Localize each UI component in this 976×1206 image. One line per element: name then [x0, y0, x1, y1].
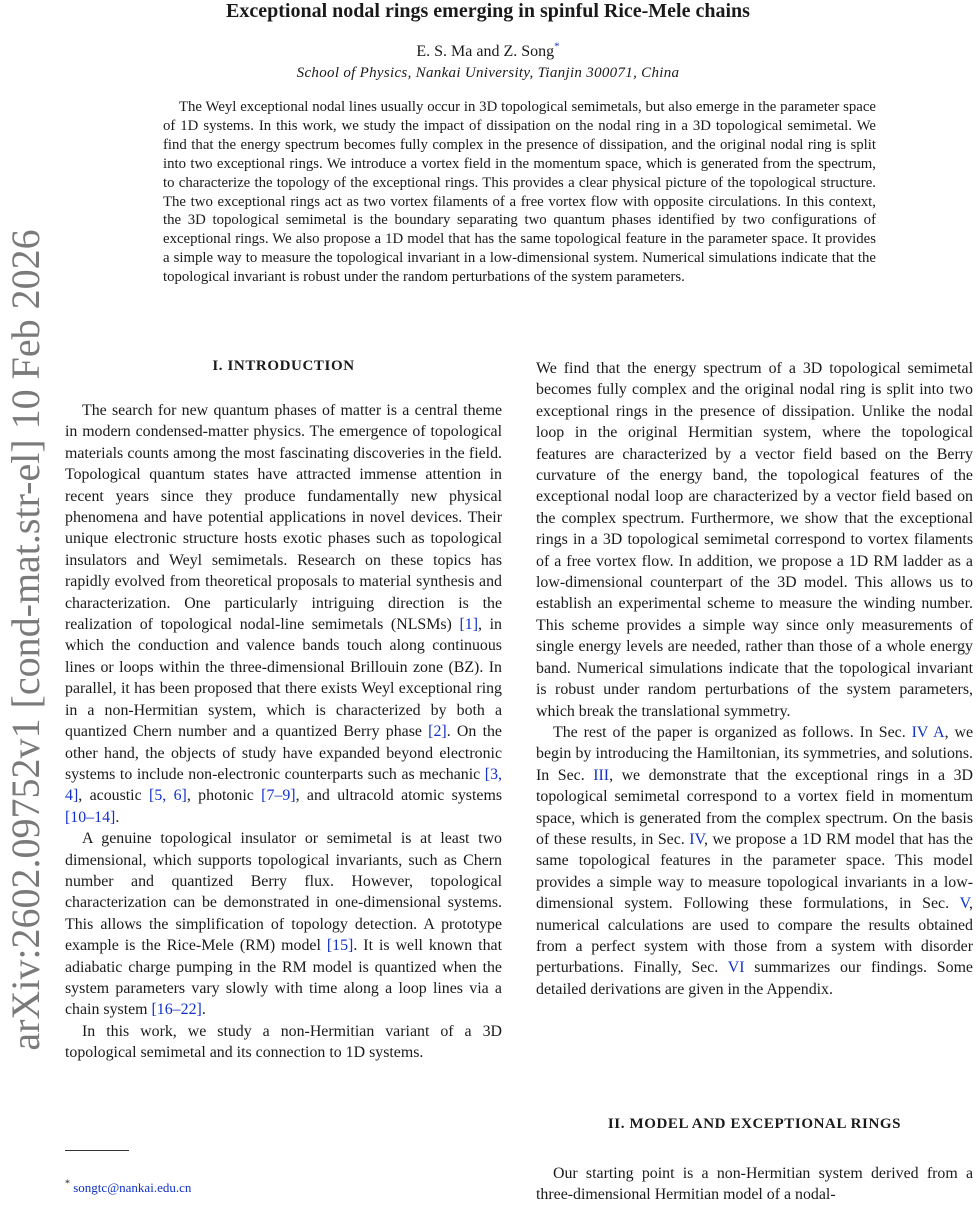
- text-run: , in which the conduction and valence bands touch along continuous lines or loops within the three-dimensional Brillouin zone (BZ). In parallel, it has been proposed that there exists Weyl exceptional ring in a non-Hermitian system, which is characterized by both a quantized Chern number and a quantized Berry phase: [65, 616, 502, 741]
- footnote-rule: [65, 1150, 129, 1151]
- paper-title: Exceptional nodal rings emerging in spinful Rice-Mele chains: [226, 0, 750, 22]
- text-run: A genuine topological insulator or semimetal is at least two dimensional, which supports topological invariants, such as Chern number and quantized Berry flux. However, topological characterization can be demonstrated in one-dimensional systems. This allows the simplification of topology detection. A prototype example is the Rice-Mele (RM) model: [65, 830, 502, 955]
- right-column: [536, 358, 973, 1000]
- intro-paragraph-1: [65, 400, 502, 828]
- intro-paragraph-4: [536, 722, 973, 1000]
- intro-paragraph-2: [65, 828, 502, 1021]
- intro-paragraph-3-continued: We find that the energy spectrum of a 3D topological semimetal becomes fully complex and the original nodal ring is split into two exceptional rings in the presence of dissipation. Unlike the nodal loop in the original Hermitian system, where the topological features are characterized by a vector field based on the Berry curvature of the energy band, the topological features of the exceptional nodal loop are characterized by a vector field based on the complex spectrum. Furthermore, we show that the exceptional rings in a 3D topological semimetal correspond to vortex filaments of a free vortex flow. In addition, we propose a 1D RM ladder as a low-dimensional counterpart of the 3D model. This allows us to establish an experimental scheme to measure the winding number. This scheme provides a simple way since only measurements of single energy levels are needed, rather than those of a whole energy band. Numerical simulations indicate that the topological invariant is robust under random perturbations of the system parameters, which break the translational symmetry.: [536, 360, 973, 720]
- author-line: [0, 42, 976, 62]
- citation-link[interactable]: [5, 6]: [149, 787, 187, 805]
- intro-paragraph-3: In this work, we study a non-Hermitian variant of a 3D topological semimetal and its connection to 1D systems.: [65, 1022, 502, 1062]
- text-run: , we propose a 1D RM model that has the same topological features in the parameter space. This model provides a simple way to measure topological invariants in a low-dimensional system. Following these formulations, in Sec.: [536, 830, 973, 913]
- citation-link[interactable]: [7–9]: [261, 787, 296, 805]
- model-section-text: [536, 1163, 973, 1206]
- text-run: , acoustic: [78, 787, 150, 805]
- section-ref-link[interactable]: III: [593, 766, 610, 784]
- citation-link[interactable]: [3, 4]: [65, 765, 502, 805]
- email-link[interactable]: songtc@nankai.edu.cn: [73, 1180, 192, 1195]
- text-run: summarizes our findings. Some detailed derivations are given in the Appendix.: [536, 959, 973, 998]
- authors: E. S. Ma and Z. Song: [416, 43, 555, 60]
- citation-link[interactable]: [16–22]: [151, 1001, 202, 1019]
- text-run: , numerical calculations are used to compare the results obtained from a perfect system with those from a system with disorder perturbations. Finally, Sec.: [536, 895, 973, 977]
- affiliation: School of Physics, Nankai University, Tianjin 300071, China: [296, 65, 680, 81]
- citation-link[interactable]: [2]: [428, 723, 447, 741]
- text-run: , we begin by introducing the Hamiltonian, its symmetries, and solutions. In Sec.: [536, 723, 974, 784]
- abstract: [163, 98, 876, 287]
- abstract-text: The Weyl exceptional nodal lines usually occur in 3D topological semimetals, but also emerge in the parameter space of 1D systems. In this work, we study the impact of dissipation on the nodal ring in a 3D topological semimetal. We find that the energy spectrum becomes fully complex in the presence of dissipation, and the original nodal ring is split into two exceptional rings. We introduce a vortex field in the momentum space, which is generated from the spectrum, to characterize the topology of the exceptional rings. This provides a clear physical picture of the topological structure. The two exceptional rings act as two vortex filaments of a free vortex flow with opposite circulations. In this context, the 3D topological semimetal is the boundary separating two quantum phases identified by two configurations of exceptional rings. We also propose a 1D model that has the same topological feature in the parameter space. It provides a simple way to measure the topological invariant in a low-dimensional system. Numerical simulations indicate that the topological invariant is robust under the random perturbations of the system parameters.: [163, 99, 876, 286]
- section-ref-link[interactable]: IV A: [911, 723, 945, 741]
- text-run: .: [115, 808, 120, 826]
- citation-link[interactable]: [1]: [459, 616, 479, 634]
- text-run: , photonic: [186, 787, 262, 805]
- text-run: The rest of the paper is organized as follows. In Sec.: [553, 723, 912, 741]
- section-heading-model: II. MODEL AND EXCEPTIONAL RINGS: [607, 1116, 902, 1132]
- footnote: [65, 1180, 191, 1196]
- section-ref-link[interactable]: IV: [689, 830, 705, 848]
- citation-link[interactable]: [10–14]: [65, 808, 116, 826]
- model-paragraph-1: Our starting point is a non-Hermitian system derived from a three-dimensional Hermitian model of a nodal-: [536, 1165, 973, 1204]
- section-heading-introduction: I. INTRODUCTION: [212, 358, 355, 374]
- footnote-star: *: [65, 1178, 70, 1190]
- citation-link[interactable]: [15]: [326, 937, 354, 955]
- text-run: The search for new quantum phases of matter is a central theme in modern condensed-matter physics. The emergence of topological materials counts among the most fascinating discoveries in the field. Topological quantum states have attracted immense attention in recent years since they produce fundamentally new physical phenomena and have potential applications in novel devices. Their unique electronic structure hosts exotic phases such as topological insulators and Weyl semimetals. Research on these topics has rapidly evolved from theoretical proposals to material synthesis and characterization. One particularly intriguing direction is the realization of topological nodal-line semimetals (NLSMs): [65, 402, 502, 634]
- text-run: . On the other hand, the objects of study have expanded beyond electronic systems to include non-electronic counterparts such as mechanic: [65, 723, 502, 783]
- text-run: .: [201, 1001, 206, 1019]
- text-run: . It is well known that adiabatic charge pumping in the RM model is quantized when the system parameters vary slowly with time along a loop lines via a chain system: [65, 937, 503, 1019]
- author-footnote-mark[interactable]: *: [554, 40, 560, 53]
- text-run: , we demonstrate that the exceptional rings in a 3D topological semimetal correspond to a vortex field in momentum space, which is generated from the complex spectrum. On the basis of these results, in Sec.: [536, 766, 973, 848]
- text-run: , and ultracold atomic systems: [295, 787, 503, 805]
- section-ref-link[interactable]: VI: [727, 959, 745, 977]
- arxiv-identifier: arXiv:2602.09752v1 [cond-mat.str-el] 10 Feb 2026: [3, 229, 48, 1051]
- section-ref-link[interactable]: V: [959, 895, 970, 913]
- left-column: [65, 400, 502, 1064]
